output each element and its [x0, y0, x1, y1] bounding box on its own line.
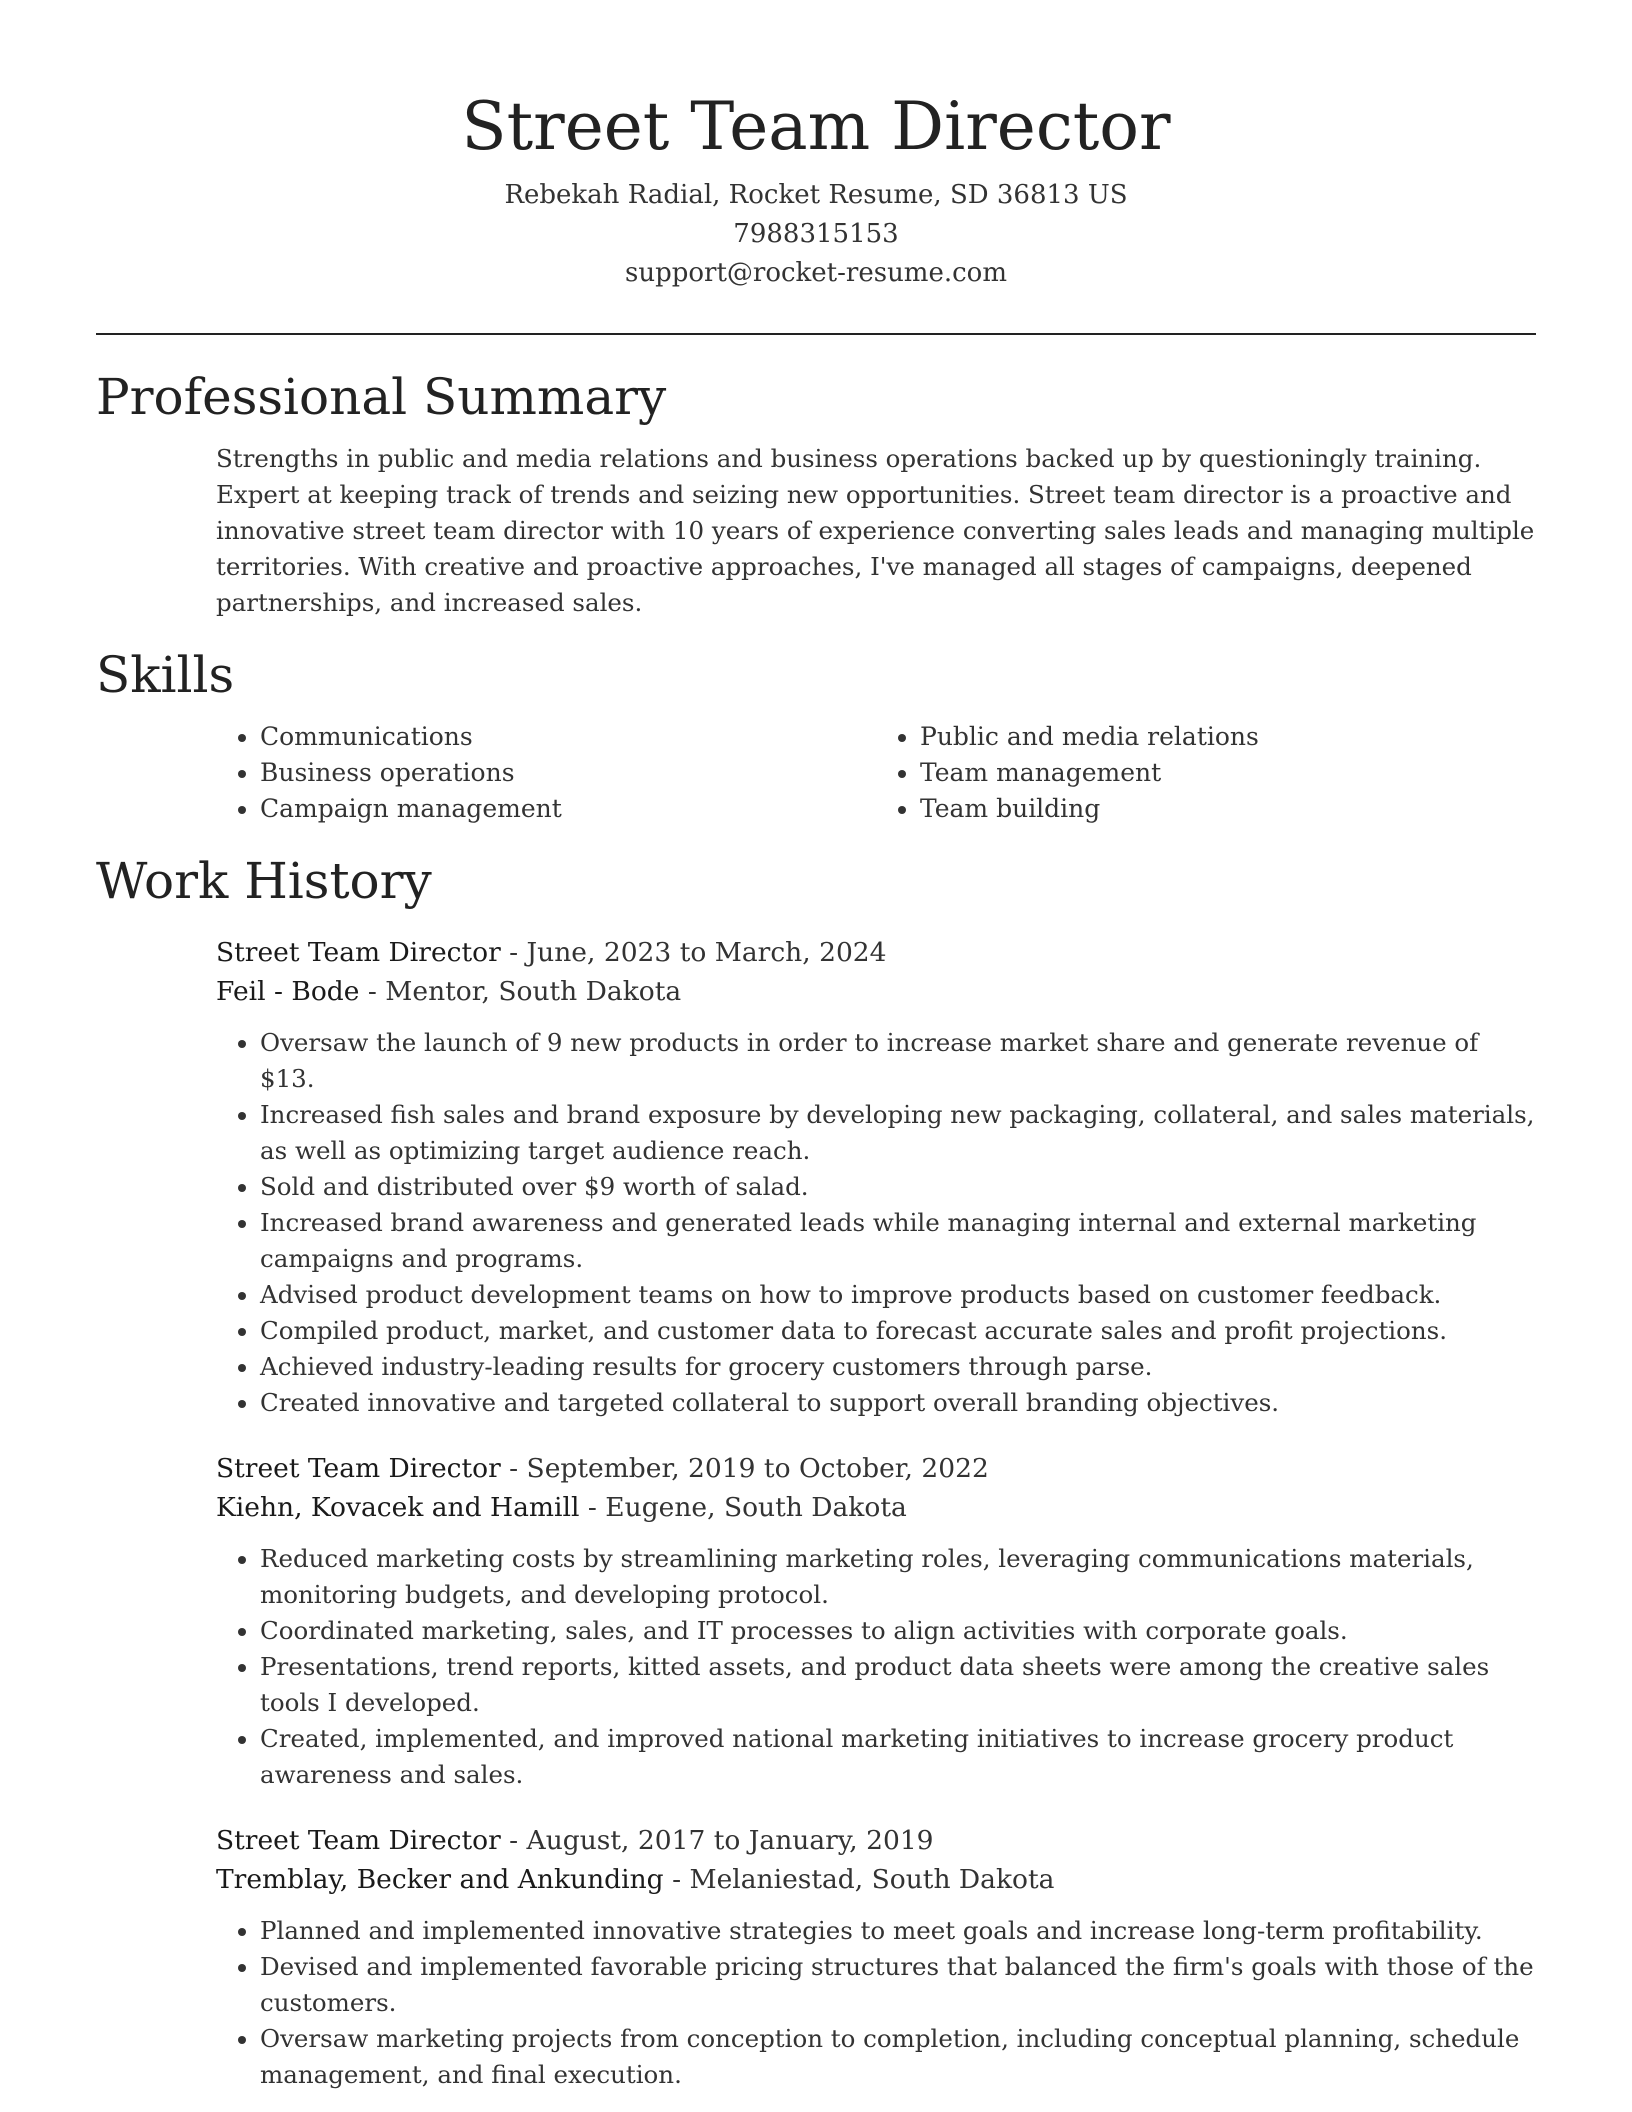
skills-column-left: [216, 719, 876, 827]
job-title-line: [216, 933, 1536, 972]
summary-section: [96, 365, 1536, 621]
job-dates: - August, 2017 to January, 2019: [500, 1825, 934, 1856]
job-company: Tremblay, Becker and Ankunding: [216, 1864, 664, 1895]
job-title-line: [216, 1449, 1536, 1488]
job-bullet: • Created innovative and targeted collateral to support overall branding objectives.: [260, 1385, 1536, 1421]
contact-address: Rebekah Radial, Rocket Resume, SD 36813 US: [504, 180, 1128, 210]
job-location: - Mentor, South Dakota: [359, 976, 682, 1007]
job-bullet: • Achieved industry-leading results for grocery customers through parse.: [260, 1349, 1536, 1385]
skills-section: [96, 643, 1536, 827]
job-company-line: [216, 1488, 1536, 1527]
contact-phone: 7988315153: [733, 219, 899, 249]
job-location: - Eugene, South Dakota: [579, 1492, 907, 1523]
job-company: Feil - Bode: [216, 976, 360, 1007]
job-bullet: • Advised product development teams on how to improve products based on customer feedback.: [260, 1277, 1536, 1313]
job-bullets: [216, 1025, 1536, 1421]
job-company-line: [216, 1860, 1536, 1899]
skills-heading: Skills: [96, 646, 235, 704]
skills-columns: [216, 719, 1536, 827]
job-title: Street Team Director: [216, 1825, 501, 1856]
skill-item: • Team management: [920, 755, 1536, 791]
job-bullet: • Devised and implemented favorable pricing structures that balanced the firm's goals with those of the customers.: [260, 1949, 1536, 2021]
job-bullet: • Oversaw the launch of 9 new products in order to increase market share and generate revenue of $13.: [260, 1025, 1536, 1097]
summary-heading: Professional Summary: [96, 368, 667, 426]
job-bullet: • Created, implemented, and improved national marketing initiatives to increase grocery product awareness and sales.: [260, 1721, 1536, 1793]
job-dates: - June, 2023 to March, 2024: [500, 937, 887, 968]
job-dates: - September, 2019 to October, 2022: [500, 1453, 989, 1484]
skills-column-right: [876, 719, 1536, 827]
job-location: - Melaniestad, South Dakota: [663, 1864, 1055, 1895]
header-divider: [96, 333, 1536, 335]
job-bullet: • Increased brand awareness and generated leads while managing internal and external marketing campaigns and programs.: [260, 1205, 1536, 1277]
job-bullets: [216, 1541, 1536, 1793]
resume-title: Street Team Director: [461, 88, 1171, 165]
job-bullets: [216, 1913, 1536, 2093]
job-title: Street Team Director: [216, 937, 501, 968]
job-bullet: • Coordinated marketing, sales, and IT processes to align activities with corporate goals.: [260, 1613, 1536, 1649]
work-history-section: [96, 849, 1536, 2093]
summary-text: Strengths in public and media relations and business operations backed up by questioningly training. Expert at keeping track of trends and seizing new opportunities. Street team director is a proactive and innovative street team director with 10 years of experience converting sales leads and managing multiple territories. With creative and proactive approaches, I've managed all stages of campaigns, deepened partnerships, and increased sales.: [216, 444, 1535, 617]
job-bullet: • Presentations, trend reports, kitted assets, and product data sheets were among the creative sales tools I developed.: [260, 1649, 1536, 1721]
skill-item: • Communications: [260, 719, 876, 755]
job-company-line: [216, 972, 1536, 1011]
job-entry: [216, 1821, 1536, 2093]
job-title: Street Team Director: [216, 1453, 501, 1484]
job-bullet: • Planned and implemented innovative strategies to meet goals and increase long-term profitability.: [260, 1913, 1536, 1949]
job-bullet: • Sold and distributed over $9 worth of salad.: [260, 1169, 1536, 1205]
job-bullet: • Oversaw marketing projects from conception to completion, including conceptual planning, schedule management, and final execution.: [260, 2021, 1536, 2093]
skill-item: • Team building: [920, 791, 1536, 827]
contact-email: support@rocket-resume.com: [624, 258, 1007, 288]
contact-block: [96, 176, 1536, 293]
job-bullet: • Compiled product, market, and customer data to forecast accurate sales and profit projections.: [260, 1313, 1536, 1349]
job-title-line: [216, 1821, 1536, 1860]
job-entry: [216, 933, 1536, 1421]
skill-item: • Campaign management: [260, 791, 876, 827]
job-company: Kiehn, Kovacek and Hamill: [216, 1492, 580, 1523]
job-bullet: • Reduced marketing costs by streamlining marketing roles, leveraging communications materials, monitoring budgets, and developing protocol.: [260, 1541, 1536, 1613]
job-bullet: • Increased fish sales and brand exposure by developing new packaging, collateral, and sales materials, as well as optimizing target audience reach.: [260, 1097, 1536, 1169]
skill-item: • Business operations: [260, 755, 876, 791]
skill-item: • Public and media relations: [920, 719, 1536, 755]
resume-page: [96, 0, 1536, 2093]
resume-header: [96, 0, 1536, 293]
job-entry: [216, 1449, 1536, 1793]
work-history-heading: Work History: [96, 852, 432, 910]
